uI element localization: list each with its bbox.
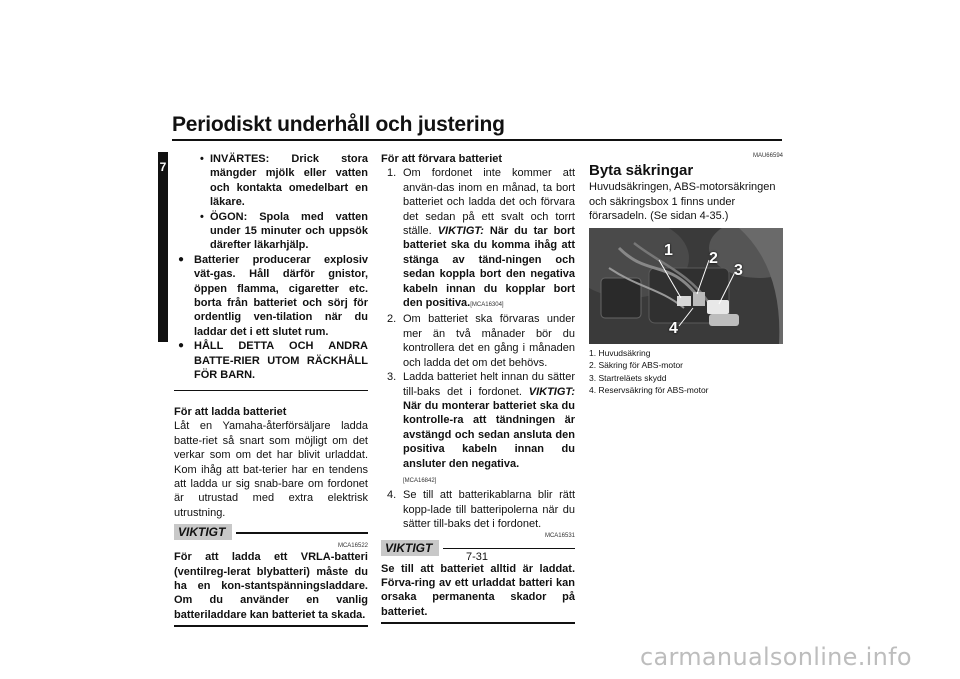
warning-text: När du monterar batteriet ska du kontrolle-ra att tändningen är avstängd och sedan ansluta den positiva kabeln innan du ansluter den negativa. <box>403 399 575 470</box>
reference-code: MCA16522 <box>337 543 368 550</box>
bullet-dot-icon: • <box>200 210 204 223</box>
divider <box>381 622 575 624</box>
divider <box>174 625 368 627</box>
viktigt-line <box>236 532 368 534</box>
page-number: 7-31 <box>466 551 489 563</box>
list-item <box>381 166 575 312</box>
divider <box>174 390 368 392</box>
reference-code: [MCA16842] <box>403 477 437 484</box>
bullet-circle-icon: ● <box>178 340 185 352</box>
section-title-fuses: Byta säkringar <box>589 162 694 179</box>
column-3 <box>589 152 783 397</box>
bullet-dot-icon: • <box>200 153 204 165</box>
page-title: Periodiskt underhåll och justering <box>172 113 505 136</box>
viktigt-line <box>443 548 575 550</box>
item-text: Ladda batteriet helt innan du sätter till-baks det i fordonet. <box>403 371 575 398</box>
section-title-store: För att förvara batteriet <box>381 153 503 165</box>
reference-code: MAU66594 <box>752 153 783 159</box>
caption-item: 2. Säkring för ABS-motor <box>589 360 684 371</box>
chapter-tab: 7 <box>158 152 168 342</box>
bullet-text: HÅLL DETTA OCH ANDRA BATTE-RIER UTOM RÄCKHÅLL FÖR BARN. <box>194 340 368 382</box>
item-text: Om batteriet ska förvaras under mer än två månader bör du kontrollera det en gång i månaden och ladda det om det behövs. <box>403 313 575 369</box>
item-number: 1. <box>387 167 397 180</box>
item-text: Se till att batterikablarna blir rätt kopp-lade till batteripolerna när du sätter till-baks det i fordonet. <box>403 489 575 531</box>
title-rule <box>172 139 782 141</box>
list-item <box>381 370 575 488</box>
section-text-fuses: Huvudsäkringen, ABS-motorsäkringen och säkringsbox 1 finns under förarsadeln. (Se sidan 4-35.) <box>589 181 776 223</box>
caption-item: 1. Huvudsäkring <box>589 347 651 358</box>
reference-code: [MCA16304] <box>470 302 504 309</box>
sub-bullet-text: ÖGON: Spola med vatten under 15 minuter och uppsök därefter läkarhjälp. <box>210 210 368 252</box>
caption-list <box>589 347 783 397</box>
caption-item: 3. Startreläets skydd <box>589 372 667 383</box>
reference-code: MCA16531 <box>544 532 575 539</box>
warning-label: VIKTIGT: <box>437 225 484 238</box>
watermark: carmanualsonline.info <box>640 643 912 671</box>
sub-bullet-2 <box>174 210 368 253</box>
fuse-photo <box>589 228 783 344</box>
bullet-1 <box>174 253 368 339</box>
item-text: Om fordonet inte kommer att använ-das inom en månad, ta bort batteriet och ladda det och förvara det sedan på ett svalt och torrt ställe. <box>403 167 575 238</box>
list-item <box>381 312 575 370</box>
sub-bullet-text: INVÄRTES: Drick stora mängder mjölk eller vatten och kontakta omedelbart en läkare. <box>210 153 368 209</box>
section-title-charge: För att ladda batteriet <box>174 406 287 418</box>
callout-label-2: 2 <box>709 249 718 267</box>
fuse-photo-illustration <box>589 228 783 344</box>
section-text-charge: Låt en Yamaha-återförsäljare ladda batte-riet så snart som möjligt om det verkar som om det har blivit urladdat. Kom ihåg att bat-terier har en tendens att ladda ur sig snab-bare om fordonet är utrustad med extra elektrisk utrustning. <box>174 420 368 519</box>
list-item <box>381 488 575 531</box>
warning-text: När du tar bort batteriet ska du komma ihåg att stänga av tänd-ningen och sedan koppla bort den negativa kabeln innan du kopplar bort den positiva. <box>403 225 575 310</box>
viktigt-label: VIKTIGT <box>381 540 439 556</box>
viktigt-header <box>174 524 368 542</box>
viktigt-text: Se till att batteriet alltid är laddat. Förva-ring av ett urladdat batteri kan orsaka permanenta skador på batteriet. <box>381 562 575 618</box>
bullet-2 <box>174 339 368 382</box>
bullet-circle-icon: ● <box>178 253 185 265</box>
viktigt-label: VIKTIGT <box>174 524 232 540</box>
callout-label-1: 1 <box>664 241 673 259</box>
caption-item: 4. Reservsäkring för ABS-motor <box>589 385 709 396</box>
callout-label-3: 3 <box>734 261 743 279</box>
item-number: 3. <box>387 371 397 384</box>
item-number: 2. <box>387 313 397 326</box>
bullet-text: Batterier producerar explosiv vät-gas. Håll därför gnistor, öppen flamma, cigaretter etc. borta från batteriet och sörj för ordentlig ven-tilation när du laddar det i ett slutet rum. <box>194 253 368 338</box>
callout-label-4: 4 <box>669 319 678 337</box>
warning-label: VIKTIGT: <box>528 385 575 398</box>
item-number: 4. <box>387 489 397 502</box>
sub-bullet-1 <box>174 152 368 210</box>
column-1 <box>174 152 368 627</box>
viktigt-text: För att ladda ett VRLA-batteri (ventilreg-lerat blybatteri) måste du ha en kon-stantspänningsladdare. Om du använder en vanlig batteriladdare kan batteriet ta skada. <box>174 551 368 621</box>
